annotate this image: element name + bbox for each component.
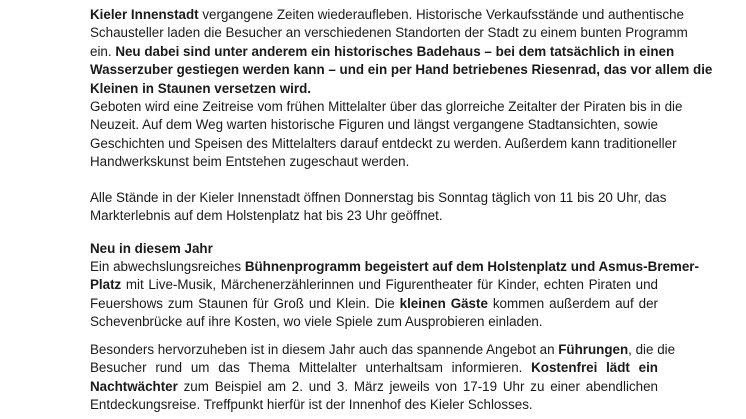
text-line: Alle Stände in der Kieler Innenstadt öffnen Donnerstag bis Sonntag täglich von 11 bis 20 Uhr, das: [90, 190, 667, 205]
text-line: [90, 276, 658, 294]
text-line: [90, 6, 684, 24]
bold-text: kleinen Gäste: [399, 295, 488, 311]
text-span: kommen außerdem auf der: [487, 295, 658, 311]
text-line: [90, 378, 658, 396]
text-line: Schevenbrücke auf ihre Kosten, wo viele Spiele zum Ausprobieren einladen.: [90, 314, 543, 330]
text-span: zum Beispiel am 2. und 3. März jeweils von 17-19 Uhr zu einer abendlichen: [177, 378, 658, 394]
text-line: Geboten wird eine Zeitreise vom frühen Mittelalter über das glorreiche Zeitalter der Piraten bis in die: [90, 99, 683, 114]
text-line: Schausteller laden die Besucher an verschiedenen Standorten der Stadt zu einem bunten Programm: [90, 25, 688, 41]
bold-text: Platz: [90, 277, 122, 293]
text-line: Entdeckungsreise. Treffpunkt hierfür ist der Innenhof des Kieler Schlosses.: [90, 397, 533, 413]
text-span: , die die: [628, 342, 676, 357]
bold-text: Kieler Innenstadt: [90, 7, 199, 22]
text-span: ein.: [90, 43, 116, 59]
text-line: [90, 43, 675, 61]
paragraph-zeitreise: [90, 98, 683, 172]
bold-text: Kostenfrei lädt ein: [531, 360, 658, 376]
text-line: [90, 80, 658, 98]
text-span: Feuershows zum Staunen für Groß und Klein. Die: [90, 295, 400, 311]
text-span: Ein abwechslungsreiches: [90, 259, 245, 274]
text-line: [90, 258, 699, 276]
text-line: Handwerkskunst beim Entstehen zugeschaut werden.: [90, 154, 410, 170]
text-line: Neuzeit. Auf dem Weg warten historische Figuren und längst vergangene Stadtansichten, sowie: [90, 117, 658, 133]
bold-text: Wasserzuber gestiegen werden kann – und ein per Hand betriebenes Riesenrad, das vor allem die: [90, 62, 713, 78]
text-line: [90, 61, 713, 79]
text-line: [90, 341, 676, 359]
paragraph-intro: [90, 6, 713, 98]
text-line: Markterlebnis auf dem Holstenplatz hat bis 23 Uhr geöffnet.: [90, 208, 443, 224]
bold-text: Führungen: [558, 342, 629, 357]
text-span: vergangene Zeiten wiederaufleben. Historische Verkaufsstände und authentische: [198, 7, 684, 22]
text-span: mit Live-Musik, Märchenerzählerinnen und Figurentheater für Kinder, echten Piraten und: [121, 277, 658, 293]
text-span: Besonders hervorzuheben ist in diesem Jahr auch das spannende Angebot an: [90, 342, 559, 357]
bold-text: Neu dabei sind unter anderem ein historisches Badehaus – bei dem tatsächlich in einen: [115, 43, 675, 59]
bold-text: Bühnenprogramm begeistert auf dem Holstenplatz und Asmus-Bremer-: [244, 259, 699, 274]
heading-text: Neu in diesem Jahr: [90, 241, 213, 256]
text-line: Geschichten und Speisen des Mittelalters darauf entdeckt zu werden. Außerdem kann traditioneller: [90, 135, 677, 151]
text-span: Besucher rund um das Thema Mittelalter unterhaltsam informieren.: [90, 360, 532, 376]
bold-text: Nachtwächter: [90, 378, 178, 394]
section-heading: [90, 240, 658, 258]
text-line: [90, 295, 658, 313]
paragraph-buehnenprogramm: [90, 258, 699, 332]
text-line: [90, 359, 658, 377]
paragraph-opening-hours: [90, 189, 667, 226]
bold-text: Kleinen in Staunen versetzen wird.: [90, 80, 311, 96]
paragraph-fuehrungen: [90, 341, 676, 415]
